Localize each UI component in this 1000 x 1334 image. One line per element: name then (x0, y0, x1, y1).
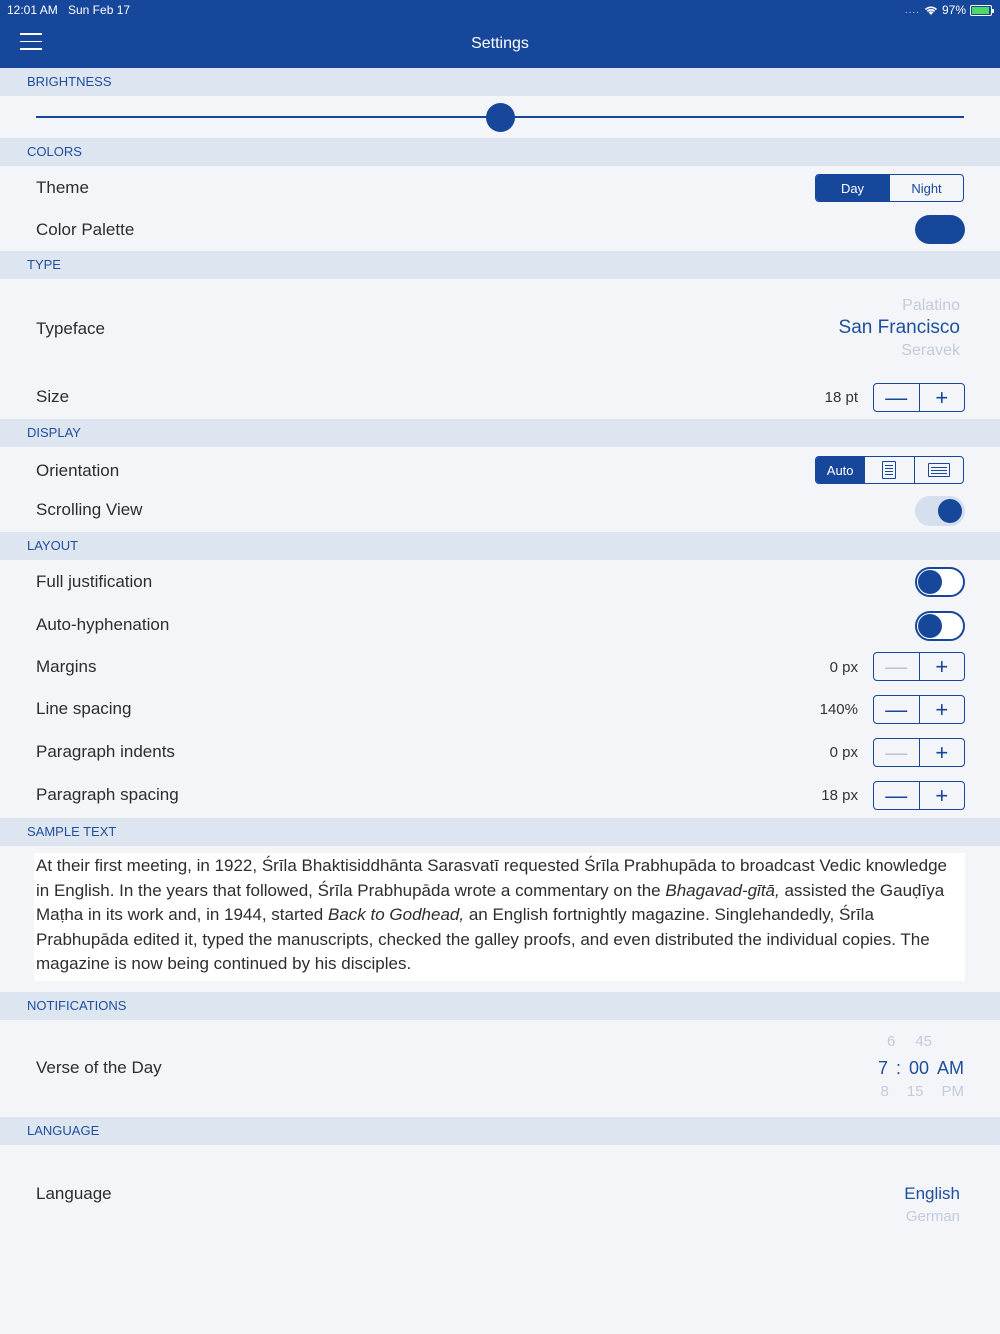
time-ampm: AM (937, 1058, 964, 1078)
orientation-portrait-option[interactable] (865, 457, 914, 483)
paragraph-indents-stepper (873, 738, 965, 767)
paragraph-spacing-increase-button[interactable]: + (935, 782, 949, 808)
section-language: LANGUAGE (0, 1117, 1000, 1145)
margins-label: Margins (36, 657, 97, 676)
verse-of-the-day-label: Verse of the Day (36, 1058, 162, 1077)
theme-night-option[interactable]: Night (911, 180, 942, 196)
language-option-selected[interactable]: English (904, 1184, 960, 1203)
line-spacing-stepper (873, 695, 965, 724)
time-picker-selected-row (878, 1058, 964, 1079)
color-palette-swatch[interactable] (915, 215, 965, 244)
theme-day-option[interactable]: Day (816, 175, 890, 201)
section-sample-text: SAMPLE TEXT (0, 818, 1000, 846)
size-decrease-button[interactable]: — (874, 384, 920, 411)
toggle-knob (918, 614, 942, 638)
status-time: 12:01 AM (7, 3, 58, 17)
nav-bar (0, 0, 1000, 69)
full-justification-toggle[interactable] (915, 567, 965, 597)
time-prev-minute: 45 (915, 1036, 932, 1050)
status-indicators (905, 3, 992, 17)
time-separator: : (895, 1058, 901, 1078)
typeface-option-prev[interactable]: Palatino (902, 297, 960, 314)
orientation-label: Orientation (36, 461, 120, 480)
time-hour: 7 (877, 1058, 888, 1078)
time-picker-next-row (880, 1083, 964, 1096)
theme-segmented-control (815, 174, 964, 202)
time-picker-prev-row (887, 1036, 932, 1050)
page-title: Settings (471, 35, 529, 52)
time-next-hour: 8 (880, 1083, 889, 1096)
size-value: 18 pt (824, 389, 858, 406)
paragraph-indents-decrease-button[interactable]: — (874, 739, 920, 766)
auto-hyphenation-toggle[interactable] (915, 611, 965, 641)
toggle-knob (918, 570, 942, 594)
color-palette-label: Color Palette (36, 220, 135, 239)
scrolling-view-label: Scrolling View (36, 500, 143, 519)
orientation-landscape-option[interactable] (915, 457, 963, 483)
size-stepper (873, 383, 965, 412)
battery-percent: 97% (941, 3, 966, 17)
section-colors: COLORS (0, 138, 1000, 166)
typeface-option-selected[interactable]: San Francisco (838, 317, 960, 338)
size-label: Size (36, 387, 70, 406)
language-option-next[interactable]: German (905, 1208, 960, 1221)
paragraph-indents-value: 0 px (829, 744, 858, 761)
wifi-icon (924, 5, 938, 16)
margins-decrease-button[interactable]: — (874, 653, 920, 680)
paragraph-spacing-stepper (873, 781, 965, 810)
sample-text-italic: Bhagavad-gītā, (665, 880, 780, 900)
line-spacing-value: 140% (819, 701, 858, 718)
time-next-minute: 15 (906, 1083, 924, 1096)
status-date: Sun Feb 17 (68, 3, 131, 17)
time-minute: 00 (908, 1058, 929, 1078)
margins-increase-button[interactable]: + (935, 653, 949, 679)
portrait-page-icon (882, 461, 896, 479)
landscape-page-icon (928, 463, 950, 477)
section-display: DISPLAY (0, 419, 1000, 447)
section-notifications: NOTIFICATIONS (0, 992, 1000, 1020)
signal-icon: .... (904, 4, 920, 16)
sample-text-part: an English fortnightly magazine. Singlehandedly, Śrīla Prabhupāda edited it, typed the manuscripts, checked the galley proofs, and even distributed the individual copies. The magazine is now being continued by his disciples. (36, 905, 930, 973)
paragraph-indents-label: Paragraph indents (36, 742, 175, 761)
section-brightness: BRIGHTNESS (0, 68, 1000, 96)
orientation-segmented-control (815, 456, 964, 484)
sample-text-italic: Back to Godhead, (328, 905, 465, 924)
sample-text-block (34, 853, 965, 981)
language-label: Language (36, 1184, 112, 1203)
line-spacing-decrease-button[interactable]: — (874, 696, 920, 723)
scrolling-view-toggle[interactable] (915, 496, 965, 526)
brightness-slider-thumb[interactable] (486, 103, 515, 132)
section-type: TYPE (0, 251, 1000, 279)
typeface-label: Typeface (36, 319, 105, 338)
sample-text-part: assisted the Gauḍīya Maṭha in its work and, in 1944, started (36, 880, 945, 924)
battery-icon (970, 5, 992, 16)
full-justification-label: Full justification (36, 572, 153, 591)
auto-hyphenation-label: Auto-hyphenation (36, 615, 170, 634)
orientation-auto-option[interactable]: Auto (816, 457, 865, 483)
toggle-knob (938, 499, 962, 523)
paragraph-spacing-label: Paragraph spacing (36, 785, 179, 804)
typeface-option-next[interactable]: Seravek (901, 342, 960, 358)
paragraph-indents-increase-button[interactable]: + (935, 739, 949, 765)
section-layout: LAYOUT (0, 532, 1000, 560)
time-prev-hour: 6 (886, 1036, 896, 1050)
line-spacing-increase-button[interactable]: + (935, 696, 949, 722)
paragraph-spacing-value: 18 px (821, 787, 858, 804)
size-increase-button[interactable]: + (935, 384, 949, 410)
time-next-ampm: PM (941, 1083, 964, 1096)
theme-label: Theme (36, 178, 89, 197)
margins-stepper (873, 652, 965, 681)
paragraph-spacing-decrease-button[interactable]: — (874, 782, 920, 809)
sample-text-part: At their first meeting, in 1922, Śrīla Bhaktisiddhānta Sarasvatī requested Śrīla Prabhupāda to broadcast Vedic knowledge in English. In the years that followed, Śrīla Prabhupāda wrote a commentary on the (36, 856, 947, 900)
margins-value: 0 px (829, 659, 858, 676)
line-spacing-label: Line spacing (36, 699, 132, 718)
